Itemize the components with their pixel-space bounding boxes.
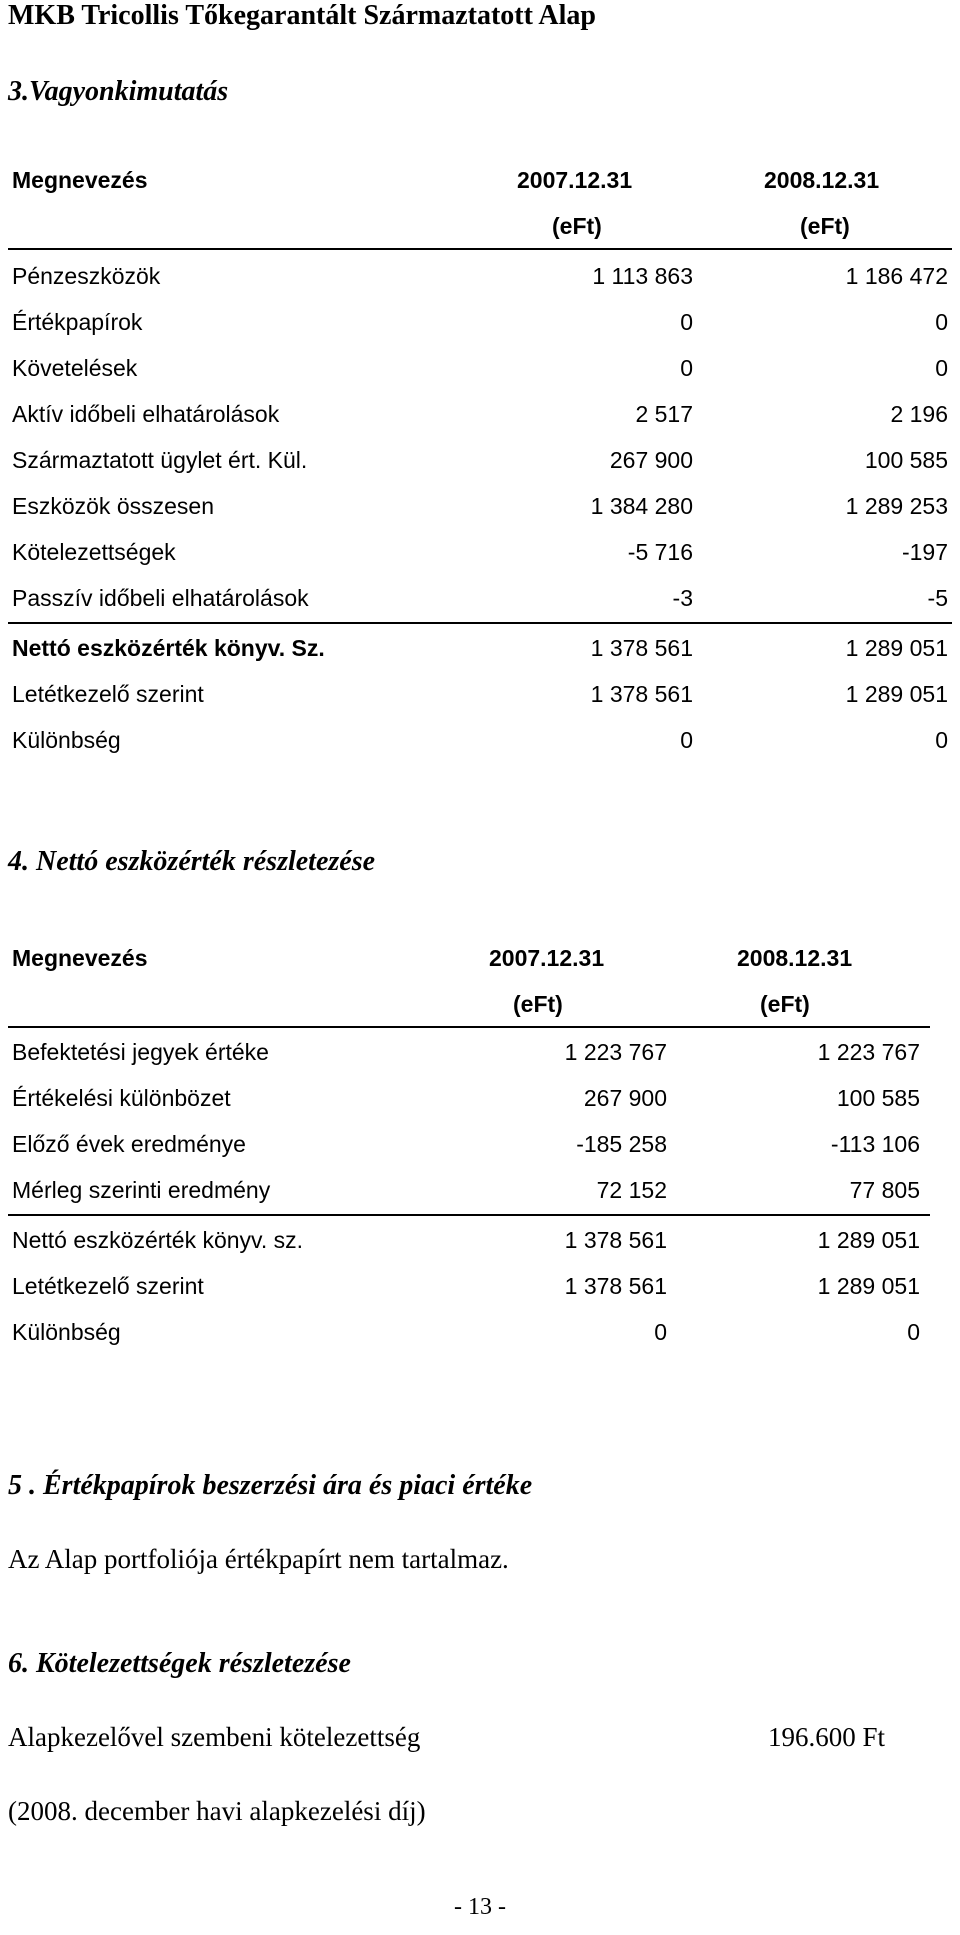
section-5-title: 5 . Értékpapírok beszerzési ára és piaci értéke	[8, 1470, 533, 1501]
table-row	[0, 254, 960, 300]
row-label: Kötelezettségek	[12, 539, 176, 565]
row-label: Követelések	[12, 355, 138, 381]
page-number: - 13 -	[454, 1894, 506, 1920]
row-value-2007: 0	[680, 309, 693, 335]
table-row	[0, 484, 960, 530]
row-value-2007: 267 900	[583, 1085, 667, 1111]
table-row	[0, 530, 960, 576]
row-label: Pénzeszközök	[12, 263, 161, 289]
table-row	[0, 672, 960, 718]
row-value-2008: 1 289 051	[817, 1227, 920, 1253]
table-unit-row	[0, 204, 960, 250]
row-label: Nettó eszközérték könyv. Sz.	[12, 635, 325, 661]
row-value-2008: 77 805	[849, 1177, 920, 1203]
table-row	[0, 300, 960, 346]
row-label: Származtatott ügylet ért. Kül.	[12, 447, 308, 473]
unit-col-2008: (eFt)	[800, 213, 850, 239]
row-value-2008: 1 289 051	[845, 635, 948, 661]
row-value-2007: 1 384 280	[590, 493, 693, 519]
row-value-2008: 100 585	[836, 1085, 920, 1111]
row-value-2007: 1 378 561	[590, 681, 693, 707]
row-value-2008: 1 223 767	[817, 1039, 920, 1065]
liability-label: Alapkezelővel szembeni kötelezettség	[8, 1722, 421, 1752]
table-row	[0, 1310, 960, 1356]
table-row	[0, 1264, 960, 1310]
row-label: Letétkezelő szerint	[12, 1273, 204, 1299]
row-label: Aktív időbeli elhatárolások	[12, 401, 280, 427]
row-value-2007: 1 378 561	[564, 1273, 667, 1299]
row-label: Különbség	[12, 1319, 121, 1345]
header-col-2008: 2008.12.31	[764, 167, 880, 193]
section-5-text: Az Alap portfoliója értékpapírt nem tartalmaz.	[8, 1544, 509, 1574]
table-row	[0, 438, 960, 484]
row-label: Értékelési különbözet	[12, 1085, 231, 1111]
row-value-2008: -113 106	[830, 1131, 920, 1157]
table-row	[0, 576, 960, 622]
table-row	[0, 1168, 960, 1214]
row-value-2008: 0	[907, 1319, 920, 1345]
table-row	[0, 392, 960, 438]
table-header-row	[0, 936, 960, 982]
unit-col-2007: (eFt)	[513, 991, 563, 1017]
row-label: Nettó eszközérték könyv. sz.	[12, 1227, 304, 1253]
table-header-divider	[8, 1026, 930, 1028]
row-value-2008: 0	[935, 355, 948, 381]
header-label: Megnevezés	[12, 167, 148, 193]
row-value-2007: 267 900	[609, 447, 693, 473]
row-value-2008: 1 289 051	[817, 1273, 920, 1299]
row-value-2007: -3	[672, 585, 693, 611]
table-row	[0, 346, 960, 392]
row-value-2007: 1 378 561	[590, 635, 693, 661]
row-value-2008: 1 289 253	[845, 493, 948, 519]
row-label: Értékpapírok	[12, 309, 143, 335]
table-unit-row	[0, 982, 960, 1028]
row-value-2007: -5 716	[627, 539, 693, 565]
liability-value: 196.600 Ft	[768, 1722, 886, 1752]
row-value-2008: -197	[901, 539, 948, 565]
unit-col-2008: (eFt)	[760, 991, 810, 1017]
subtotal-divider	[8, 1214, 930, 1216]
row-value-2008: 1 186 472	[845, 263, 948, 289]
subtotal-divider	[8, 622, 952, 624]
table-row	[0, 1218, 960, 1264]
header-col-2008: 2008.12.31	[737, 945, 853, 971]
row-value-2008: 0	[935, 309, 948, 335]
row-value-2007: 0	[654, 1319, 667, 1345]
table-row	[0, 1122, 960, 1168]
row-label: Befektetési jegyek értéke	[12, 1039, 269, 1065]
row-label: Passzív időbeli elhatárolások	[12, 585, 309, 611]
table-row	[0, 1030, 960, 1076]
row-value-2007: 72 152	[596, 1177, 667, 1203]
row-value-2008: 1 289 051	[845, 681, 948, 707]
row-value-2007: 2 517	[635, 401, 693, 427]
section-4-title: 4. Nettó eszközérték részletezése	[8, 846, 376, 877]
header-col-2007: 2007.12.31	[517, 167, 633, 193]
header-label: Megnevezés	[12, 945, 148, 971]
section-3-title: 3.Vagyonkimutatás	[8, 76, 229, 107]
row-value-2007: 1 223 767	[564, 1039, 667, 1065]
table-row-net-asset-value	[0, 626, 960, 672]
row-value-2007: 0	[680, 727, 693, 753]
row-label: Mérleg szerinti eredmény	[12, 1177, 271, 1203]
row-label: Előző évek eredménye	[12, 1131, 246, 1157]
row-value-2008: 0	[935, 727, 948, 753]
header-col-2007: 2007.12.31	[489, 945, 605, 971]
row-label: Különbség	[12, 727, 121, 753]
document-title: MKB Tricollis Tőkegarantált Származtatott Alap	[8, 0, 596, 31]
row-label: Letétkezelő szerint	[12, 681, 204, 707]
row-value-2007: 1 378 561	[564, 1227, 667, 1253]
row-value-2008: 2 196	[890, 401, 948, 427]
row-value-2007: 1 113 863	[592, 263, 693, 289]
row-value-2008: -5	[927, 585, 948, 611]
row-value-2007: -185 258	[576, 1131, 667, 1157]
table-row	[0, 718, 960, 764]
row-value-2007: 0	[680, 355, 693, 381]
liability-note: (2008. december havi alapkezelési díj)	[8, 1796, 426, 1826]
table-row	[0, 1076, 960, 1122]
row-value-2008: 100 585	[864, 447, 948, 473]
row-label: Eszközök összesen	[12, 493, 214, 519]
unit-col-2007: (eFt)	[552, 213, 602, 239]
section-6-title: 6. Kötelezettségek részletezése	[8, 1648, 351, 1679]
table-header-row	[0, 158, 960, 204]
table-header-divider	[8, 248, 952, 250]
